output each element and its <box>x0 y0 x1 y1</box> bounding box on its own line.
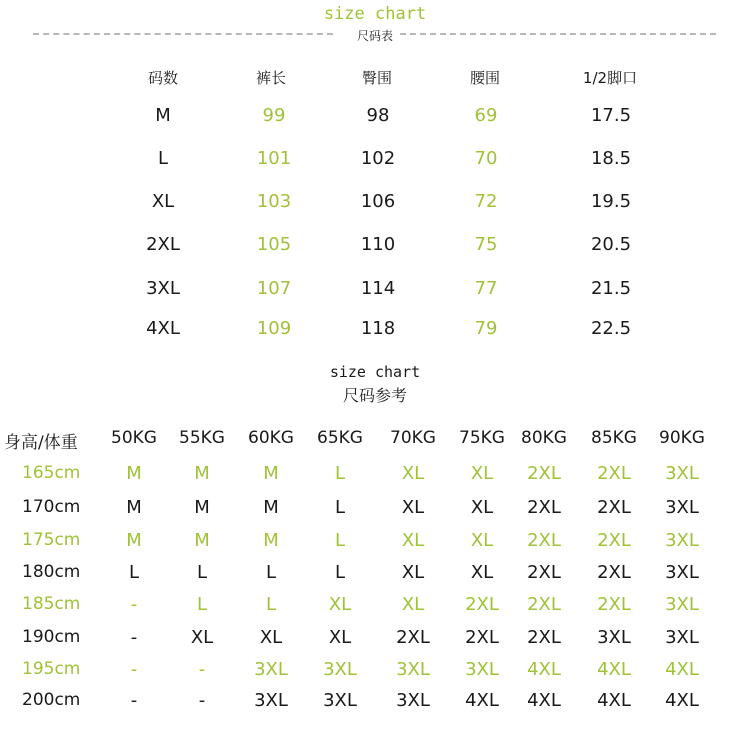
size-cell: 99 <box>262 105 286 126</box>
recommended-size: 4XL <box>597 659 631 680</box>
size-cell: 118 <box>360 318 396 339</box>
size-cell: 110 <box>360 234 396 255</box>
recommended-size: XL <box>470 530 494 551</box>
recommended-size: 3XL <box>465 659 499 680</box>
size-cell: 75 <box>474 234 498 255</box>
recommended-size: 2XL <box>527 530 561 551</box>
recommended-size: 2XL <box>527 594 561 615</box>
weight-header: 60KG <box>248 428 294 448</box>
recommended-size: 3XL <box>665 627 699 648</box>
recommended-size: 4XL <box>465 690 499 711</box>
size-cell: 70 <box>474 148 498 169</box>
size-cell: M <box>155 105 171 126</box>
recommended-size: 3XL <box>254 659 288 680</box>
height-label: 175cm <box>22 530 81 550</box>
recommended-size: 2XL <box>465 627 499 648</box>
weight-header: 85KG <box>591 428 637 448</box>
weight-header: 70KG <box>390 428 436 448</box>
recommended-size: 2XL <box>597 594 631 615</box>
recommended-size: 2XL <box>597 530 631 551</box>
size-cell: 114 <box>360 278 396 299</box>
recommended-size: 3XL <box>665 530 699 551</box>
recommended-size: XL <box>401 530 425 551</box>
recommended-size: L <box>334 530 346 551</box>
recommended-size: XL <box>470 463 494 484</box>
reference-title: size chart <box>329 363 421 381</box>
recommended-size: XL <box>401 463 425 484</box>
weight-header: 80KG <box>521 428 567 448</box>
recommended-size: L <box>265 562 277 583</box>
size-chart-title: size chart <box>323 4 427 24</box>
recommended-size: L <box>196 562 208 583</box>
size-cell: 2XL <box>146 234 180 255</box>
size-cell: 22.5 <box>590 318 632 339</box>
recommended-size: 3XL <box>665 463 699 484</box>
size-cell: 19.5 <box>590 191 632 212</box>
corner-height-weight: 身高/体重 <box>4 433 78 453</box>
height-label: 200cm <box>22 690 81 710</box>
recommended-size: M <box>263 530 279 551</box>
recommended-size: M <box>126 530 142 551</box>
recommended-size: XL <box>470 497 494 518</box>
recommended-size: 2XL <box>527 463 561 484</box>
size-cell: 72 <box>474 191 498 212</box>
weight-header: 75KG <box>459 428 505 448</box>
weight-header: 65KG <box>317 428 363 448</box>
size-cell: 103 <box>256 191 292 212</box>
header-size: 码数 <box>147 69 178 87</box>
recommended-size: L <box>334 562 346 583</box>
recommended-size: 2XL <box>465 594 499 615</box>
recommended-size: L <box>196 594 208 615</box>
recommended-size: M <box>126 497 142 518</box>
recommended-size: XL <box>259 627 283 648</box>
recommended-size: M <box>126 463 142 484</box>
recommended-size: - <box>130 627 138 648</box>
size-table-subtitle: 尺码表 <box>356 29 393 43</box>
recommended-size: M <box>263 463 279 484</box>
recommended-size: M <box>194 463 210 484</box>
size-cell: 18.5 <box>590 148 632 169</box>
size-cell: 69 <box>474 105 498 126</box>
size-cell: 3XL <box>146 278 180 299</box>
recommended-size: L <box>334 497 346 518</box>
header-length: 裤长 <box>255 69 286 87</box>
recommended-size: 4XL <box>527 659 561 680</box>
divider-left <box>33 33 333 35</box>
size-cell: 79 <box>474 318 498 339</box>
header-leg-opening: 1/2脚口 <box>582 69 638 87</box>
recommended-size: XL <box>470 562 494 583</box>
recommended-size: M <box>263 497 279 518</box>
size-cell: 98 <box>366 105 390 126</box>
divider-right <box>400 33 716 35</box>
recommended-size: - <box>130 690 138 711</box>
size-cell: 107 <box>256 278 292 299</box>
size-cell: 102 <box>360 148 396 169</box>
recommended-size: 3XL <box>323 690 357 711</box>
recommended-size: L <box>265 594 277 615</box>
recommended-size: - <box>198 659 206 680</box>
recommended-size: 2XL <box>396 627 430 648</box>
height-label: 165cm <box>22 463 81 483</box>
height-label: 185cm <box>22 594 81 614</box>
height-label: 170cm <box>22 497 81 517</box>
header-waist: 腰围 <box>469 69 500 87</box>
recommended-size: 3XL <box>396 690 430 711</box>
recommended-size: M <box>194 497 210 518</box>
recommended-size: 2XL <box>597 463 631 484</box>
size-cell: 101 <box>256 148 292 169</box>
size-cell: 21.5 <box>590 278 632 299</box>
recommended-size: 4XL <box>527 690 561 711</box>
size-cell: 109 <box>256 318 292 339</box>
recommended-size: 2XL <box>527 562 561 583</box>
recommended-size: XL <box>190 627 214 648</box>
recommended-size: 4XL <box>665 659 699 680</box>
recommended-size: XL <box>401 562 425 583</box>
size-cell: 20.5 <box>590 234 632 255</box>
recommended-size: 4XL <box>597 690 631 711</box>
recommended-size: XL <box>328 627 352 648</box>
recommended-size: 2XL <box>527 627 561 648</box>
recommended-size: XL <box>401 497 425 518</box>
size-cell: 106 <box>360 191 396 212</box>
recommended-size: 2XL <box>597 562 631 583</box>
size-cell: 17.5 <box>590 105 632 126</box>
size-cell: L <box>157 148 169 169</box>
recommended-size: 2XL <box>597 497 631 518</box>
recommended-size: 3XL <box>665 594 699 615</box>
height-label: 195cm <box>22 659 81 679</box>
recommended-size: 2XL <box>527 497 561 518</box>
reference-subtitle: 尺码参考 <box>342 386 407 405</box>
height-label: 180cm <box>22 562 81 582</box>
recommended-size: 3XL <box>597 627 631 648</box>
recommended-size: - <box>130 659 138 680</box>
size-cell: 77 <box>474 278 498 299</box>
recommended-size: 3XL <box>323 659 357 680</box>
size-cell: 105 <box>256 234 292 255</box>
recommended-size: XL <box>328 594 352 615</box>
recommended-size: L <box>128 562 140 583</box>
recommended-size: 3XL <box>665 562 699 583</box>
height-label: 190cm <box>22 627 81 647</box>
recommended-size: - <box>130 594 138 615</box>
recommended-size: 3XL <box>665 497 699 518</box>
header-hip: 臀围 <box>361 69 392 87</box>
recommended-size: L <box>334 463 346 484</box>
recommended-size: - <box>198 690 206 711</box>
recommended-size: 4XL <box>665 690 699 711</box>
weight-header: 90KG <box>659 428 705 448</box>
recommended-size: M <box>194 530 210 551</box>
recommended-size: XL <box>401 594 425 615</box>
size-cell: XL <box>151 191 175 212</box>
size-cell: 4XL <box>146 318 180 339</box>
weight-header: 55KG <box>179 428 225 448</box>
recommended-size: 3XL <box>396 659 430 680</box>
recommended-size: 3XL <box>254 690 288 711</box>
weight-header: 50KG <box>111 428 157 448</box>
